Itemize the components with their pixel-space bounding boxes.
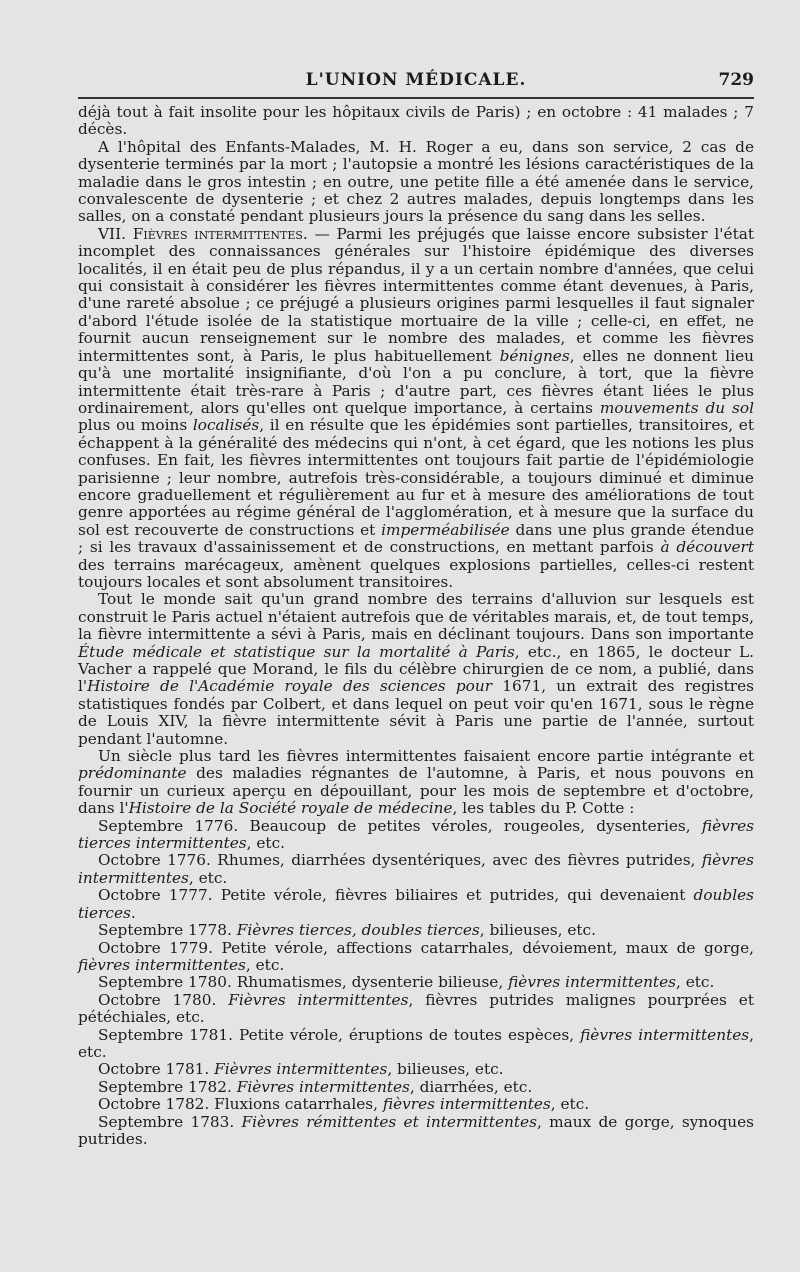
text-run: , elles ne donnent lieu qu'à une mortalité insignifiante, d'où l'on a pu conclure, à tort, que la fièvre intermittente était très-rare à Paris ; d'autre part, ces fièvres étant liées le plus ordinairement, alors qu'elles ont quelque importance, à certains: [78, 346, 754, 417]
article-body: [78, 104, 754, 1148]
table-entry: [78, 940, 754, 975]
italic-run: Fièvres intermittentes: [228, 990, 409, 1009]
text-run: , il en résulte que les épidémies sont partielles, transitoires, et échappent à la généralité des médecins qui n'ont, à cet égard, que les notions les plus confuses. En fait, les fièvres intermittentes ont toujours fait partie de l'épidémiologie parisienne ; leur nombre, autrefois très-considérable, a toujours diminué et diminue encore graduellement et régulièrement au fur et à mesure des améliorations de tout genre apportées au régime général de l'agglomération, et à mesure que la surface du sol est recouverte de constructions et: [78, 416, 754, 539]
paragraph-continuation: déjà tout à fait insolite pour les hôpitaux civils de Paris) ; en octobre : 41 malades ; 7 décès.: [78, 103, 754, 139]
text-run: , etc.: [246, 834, 285, 853]
paragraph-enfants-malades: A l'hôpital des Enfants-Malades, M. H. Roger a eu, dans son service, 2 cas de dysenterie terminés par la mort ; l'autopsie a montré les lésions caractéristiques de la maladie dans le gros intestin ; en outre, une petite fille a été amenée dans le service, convalescente de dysenterie ; et chez 2 autres malades, depuis longtemps dans les salles, on a constaté pendant plusieurs jours la présence du sang dans les selles.: [78, 137, 754, 226]
running-header: [78, 70, 754, 96]
italic-run: Fièvres tierces, doubles tierces: [236, 921, 480, 940]
paragraph-paris-marais: [78, 591, 754, 748]
table-entry: [78, 1114, 754, 1149]
italic-run: Histoire de la Société royale de médecine: [128, 799, 453, 818]
table-entry: [78, 1027, 754, 1062]
text-run: , etc.: [675, 973, 715, 992]
italic-run: imperméabilisée: [381, 520, 510, 539]
text-run: Tout le monde sait qu'un grand nombre des terrains d'alluvion sur lesquels est construit le Paris actuel n'étaient autrefois que de véritables marais, et, de tout temps, la fièvre intermittente a sévi à Paris, mais en déclinant toujours. Dans son importante: [78, 590, 754, 644]
text-run: , fièvres putrides malignes pourprées et pétéchiales, etc.: [78, 990, 754, 1027]
italic-run: localisés: [192, 416, 260, 435]
text-run: , bilieuses, etc.: [387, 1060, 504, 1079]
text-run: , etc.: [245, 955, 285, 974]
text-run: Octobre 1781.: [98, 1060, 215, 1079]
italic-run: Fièvres rémittentes et intermittentes: [241, 1112, 537, 1131]
text-run: Septembre 1783.: [98, 1112, 242, 1131]
text-run: Septembre 1780. Rhumatismes, dysenterie bilieuse,: [98, 973, 509, 992]
cotte-table-entries: [78, 818, 754, 1149]
text-run: .: [130, 903, 136, 922]
italic-run: Étude médicale et statistique sur la mortalité à Paris: [78, 642, 515, 661]
italic-run: fièvres tierces intermittentes: [78, 816, 754, 853]
journal-title: L'UNION MÉDICALE.: [305, 70, 527, 90]
text-run: Octobre 1782. Fluxions catarrhales,: [98, 1095, 383, 1114]
table-entry: [78, 1096, 754, 1113]
paragraph-fievres-intermittentes: [78, 226, 754, 592]
table-entry: [78, 922, 754, 939]
text-run: 1671, un extrait des registres statistiques fondés par Colbert, et dans lequel on peut voir qu'en 1671, sous le règne de Louis XIV, la fièvre intermittente sévit à Paris une partie de l'année, surtout pendant l'automne.: [78, 677, 754, 748]
italic-run: doubles tierces: [78, 886, 754, 922]
italic-run: Fièvres intermittentes: [214, 1060, 388, 1079]
table-entry: [78, 1061, 754, 1078]
italic-run: fièvres intermittentes: [382, 1095, 551, 1114]
table-entry: [78, 852, 754, 887]
text-run: Septembre 1776. Beaucoup de petites véroles, rougeoles, dysenteries,: [98, 816, 702, 835]
italic-run: fièvres intermittentes: [78, 955, 246, 974]
text-run: , les tables du P. Cotte :: [452, 799, 635, 818]
text-run: dans une plus grande étendue ; si les travaux d'assainissement et de constructions, en mettant parfois: [78, 520, 754, 557]
italic-run: à découvert: [660, 538, 754, 557]
italic-run: bénignes: [499, 346, 570, 365]
text-run: Un siècle plus tard les fièvres intermittentes faisaient encore partie intégrante et: [98, 747, 754, 766]
text-run: Octobre 1777. Petite vérole, fièvres biliaires et putrides, qui devenaient: [98, 886, 694, 905]
table-entry: [78, 974, 754, 991]
text-run: Septembre 1781. Petite vérole, éruptions de toutes espèces,: [98, 1025, 581, 1044]
text-run: Octobre 1779. Petite vérole, affections catarrhales, dévoiement, maux de gorge,: [98, 938, 754, 957]
table-entry: [78, 1079, 754, 1096]
text-run: , maux de gorge, synoques putrides.: [78, 1112, 754, 1148]
italic-run: fièvres intermittentes: [580, 1025, 750, 1044]
italic-run: prédominante: [78, 764, 187, 783]
text-run: plus ou moins: [78, 416, 193, 435]
table-entry: [78, 818, 754, 853]
table-entry: [78, 992, 754, 1027]
text-run: , etc.: [550, 1095, 590, 1114]
text-run: , bilieuses, etc.: [479, 921, 596, 940]
text-run: — Parmi les préjugés que laisse encore subsister l'état incomplet des connaissances générales sur l'histoire épidémique des diverses localités, il en était peu de plus répandus, il y a un certain nombre d'années, que celui qui consistait à considérer les fièvres intermittentes comme étant devenues, à Paris, d'une rareté absolue ; ce préjugé a plusieurs origines parmi lesquelles il faut signaler d'abord l'étude isolée de la statistique mortuaire de la ville ; celle-ci, en effet, ne fournit aucun renseignement sur le nombre des malades, et comme les fièvres intermittentes sont, à Paris, le plus habituellement: [78, 224, 754, 365]
text-run: , etc.: [188, 868, 228, 887]
text-run: Septembre 1782.: [98, 1077, 237, 1096]
text-run: des terrains marécageux, amènent quelques explosions partielles, celles-ci restent toujours locales et sont absolument transitoires.: [78, 555, 754, 591]
page-number: 729: [718, 70, 754, 90]
section-heading: VII. Fièvres intermittentes.: [98, 224, 308, 243]
italic-run: Histoire de l'Académie royale des sciences pour: [87, 677, 493, 696]
table-entry: [78, 887, 754, 922]
italic-run: Fièvres intermittentes: [236, 1077, 410, 1096]
italic-run: fièvres intermittentes: [508, 973, 676, 992]
italic-run: mouvements du sol: [599, 398, 754, 417]
paragraph-siecle-plus-tard: [78, 748, 754, 818]
italic-run: fièvres intermittentes: [78, 851, 754, 887]
text-run: , diarrhées, etc.: [409, 1077, 533, 1096]
text-run: Octobre 1780.: [98, 990, 229, 1009]
text-run: , etc.: [78, 1025, 754, 1061]
text-run: Octobre 1776. Rhumes, diarrhées dysentériques, avec des fièvres putrides,: [98, 851, 702, 870]
text-run: des maladies régnantes de l'automne, à Paris, et nous pouvons en fournir un curieux aperçu en dépouillant, pour les mois de septembre et d'octobre, dans l': [78, 764, 754, 818]
text-run: Septembre 1778.: [98, 921, 237, 940]
text-run: , etc., en 1865, le docteur L. Vacher a rappelé que Morand, le fils du célèbre chirurgien de ce nom, a publié, dans l': [78, 642, 755, 696]
header-rule: [78, 97, 754, 99]
